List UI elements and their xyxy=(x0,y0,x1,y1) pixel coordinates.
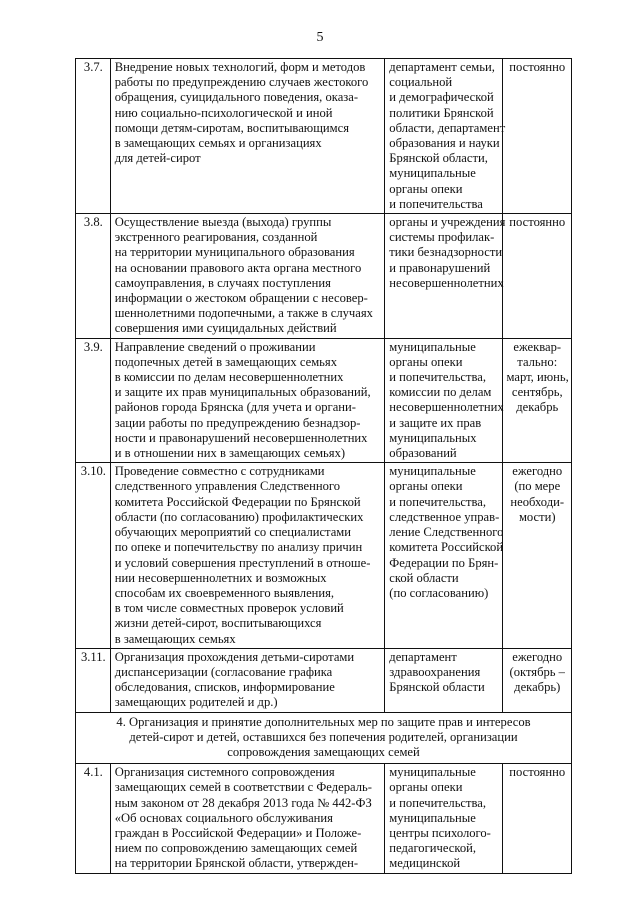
table-row xyxy=(76,214,572,339)
executor-cell xyxy=(385,59,506,214)
text-line: Брянской области, xyxy=(389,151,488,166)
text-line: органы и учреждения xyxy=(389,215,506,230)
text-line: тально: xyxy=(517,354,558,369)
activity-cell xyxy=(110,338,385,463)
text-line: Внедрение новых технологий, форм и методов xyxy=(114,60,366,74)
text-line: и защите их прав xyxy=(389,415,482,430)
text-line: следственного управления Следственного xyxy=(114,479,341,494)
text-line: Проведение совместно с сотрудниками xyxy=(114,464,325,479)
page-number: 5 xyxy=(316,30,324,45)
text-line: ным законом от 28 декабря 2013 года № 442-ФЗ xyxy=(114,795,372,810)
text-line: самоуправления, в случаях поступления xyxy=(114,275,331,290)
text-line: в том числе совместных проверок условий xyxy=(114,601,344,616)
text-line: департамент xyxy=(389,649,457,664)
text-line: и защите их прав муниципальных образований, xyxy=(114,385,371,400)
text-line: Брянской области xyxy=(389,680,485,695)
text-line: работы по предупреждению случаев жестокого xyxy=(114,75,369,90)
text-line: несовершеннолетних xyxy=(389,275,504,290)
text-line: диспансеризации (согласование графика xyxy=(114,664,333,679)
text-line: в комиссии по делам несовершеннолетних xyxy=(114,370,344,385)
text-line: комитета Российской xyxy=(389,540,504,555)
section-heading-row xyxy=(76,712,572,764)
action-plan-table xyxy=(75,58,572,874)
text-line: тики безнадзорности xyxy=(389,245,503,260)
text-line: сопровождения замещающих семей xyxy=(227,744,420,759)
text-line: обследования, списков, информирование xyxy=(114,680,335,695)
text-line: нии несовершеннолетних и возможных xyxy=(114,570,327,585)
text-line: политики Брянской xyxy=(389,105,494,120)
text-line: ежегодно xyxy=(512,464,563,479)
text-line: ской области xyxy=(389,570,459,585)
text-line: муниципальные xyxy=(389,166,476,181)
text-line: и условий совершения преступлений в отноше- xyxy=(114,555,371,570)
text-line: информации о жестоком обращении с несовер- xyxy=(114,291,368,306)
text-line: по опеке и попечительству по анализу причин xyxy=(114,540,363,555)
text-line: сентябрь, xyxy=(511,385,563,400)
text-line: постоянно xyxy=(509,765,566,780)
text-line: способам их своевременного выявления, xyxy=(114,585,335,600)
activity-cell xyxy=(110,764,385,873)
text-line: Организация прохождения детьми-сиротами xyxy=(114,649,355,664)
text-line: зации работы по предупреждению безнадзор- xyxy=(114,415,361,430)
text-line: постоянно xyxy=(509,60,566,74)
text-line: и попечительства, xyxy=(389,370,487,385)
table-row xyxy=(76,764,572,873)
text-line: и демографической xyxy=(389,90,494,105)
text-line: детей-сирот и детей, оставшихся без попечения родителей, организации xyxy=(129,729,518,744)
text-line: органы опеки xyxy=(389,354,463,369)
term-cell xyxy=(502,463,572,648)
text-line: муниципальные xyxy=(389,464,476,479)
text-line: ности и правонарушений несовершеннолетних xyxy=(114,430,368,445)
text-line: обращения, суицидального поведения, оказа- xyxy=(114,90,359,105)
text-line: Осуществление выезда (выхода) группы xyxy=(114,215,332,230)
text-line: в замещающих семьях и организациях xyxy=(114,136,322,151)
text-line: педагогической, xyxy=(389,841,477,856)
text-line: несовершеннолетних xyxy=(389,400,504,415)
text-line: медицинской xyxy=(389,856,461,871)
item-number: 3.11. xyxy=(76,648,111,712)
text-line: подопечных детей в замещающих семьях xyxy=(114,354,338,369)
table-row xyxy=(76,59,572,214)
text-line: социальной xyxy=(389,75,453,90)
text-line: и в отношении них в замещающих семьях) xyxy=(114,446,346,461)
text-line: на территории муниципального образования xyxy=(114,245,355,260)
text-line: на основании правового акта органа местного xyxy=(114,260,362,275)
executor-cell xyxy=(385,338,502,463)
text-line: шеннолетними подопечными, а также в случаях xyxy=(114,306,373,321)
text-line: обучающих мероприятий со специалистами xyxy=(114,525,352,540)
table-row xyxy=(76,463,572,648)
item-number: 3.7. xyxy=(76,59,111,214)
activity-cell xyxy=(110,214,385,339)
text-line: области, департамент xyxy=(389,120,506,135)
text-line: и попечительства, xyxy=(389,494,487,509)
text-line: ежегодно xyxy=(512,649,563,664)
term-cell xyxy=(502,648,572,712)
text-line: (октябрь – xyxy=(509,664,565,679)
text-line: 4. Организация и принятие дополнительных мер по защите прав и интересов xyxy=(116,714,531,729)
text-line: системы профилак- xyxy=(389,230,495,245)
executor-cell xyxy=(385,463,502,648)
text-line: март, июнь, xyxy=(506,370,569,385)
text-line: здравоохранения xyxy=(389,664,481,679)
text-line: (по согласованию) xyxy=(389,585,489,600)
section-heading xyxy=(76,712,572,764)
text-line: органы опеки xyxy=(389,181,463,196)
text-line: следственное управ- xyxy=(389,509,500,524)
activity-cell xyxy=(110,463,385,648)
text-line: для детей-сирот xyxy=(114,151,201,166)
text-line: жизни детей-сирот, воспитывающихся xyxy=(114,616,322,631)
text-line: «Об основах социального обслуживания xyxy=(114,810,333,825)
item-number: 3.8. xyxy=(76,214,111,339)
text-line: мости) xyxy=(518,509,556,524)
text-line: комитета Российской Федерации по Брянской xyxy=(114,494,361,509)
item-number: 3.10. xyxy=(76,463,111,648)
text-line: муниципальные xyxy=(389,765,476,780)
text-line: центры психолого- xyxy=(389,825,491,840)
text-line: помощи детям-сиротам, воспитывающимся xyxy=(114,120,350,135)
executor-cell xyxy=(385,764,502,873)
text-line: на территории Брянской области, утвержден- xyxy=(114,856,359,871)
text-line: экстренного реагирования, созданной xyxy=(114,230,318,245)
text-line: районов города Брянска (для учета и органи- xyxy=(114,400,356,415)
text-line: образования и науки xyxy=(389,136,500,151)
item-number: 3.9. xyxy=(76,338,111,463)
activity-cell xyxy=(110,648,385,712)
term-cell xyxy=(502,338,572,463)
text-line: муниципальных xyxy=(389,430,477,445)
executor-cell xyxy=(385,648,502,712)
table-row xyxy=(76,338,572,463)
text-line: Федерации по Брян- xyxy=(389,555,499,570)
text-line: комиссии по делам xyxy=(389,385,492,400)
text-line: нию социально-психологической и иной xyxy=(114,105,333,120)
executor-cell xyxy=(385,214,506,339)
text-line: (по мере xyxy=(514,479,561,494)
text-line: департамент семьи, xyxy=(389,60,495,74)
text-line: Организация системного сопровождения xyxy=(114,765,335,780)
text-line: ление Следственного xyxy=(389,525,504,540)
text-line: муниципальные xyxy=(389,339,476,354)
text-line: и правонарушений xyxy=(389,260,491,275)
term-cell xyxy=(502,214,572,339)
text-line: замещающих родителей и др.) xyxy=(114,695,278,710)
text-line: образований xyxy=(389,446,457,461)
item-number: 4.1. xyxy=(76,764,111,873)
text-line: Направление сведений о проживании xyxy=(114,339,316,354)
text-line: органы опеки xyxy=(389,780,463,795)
term-cell xyxy=(502,59,572,214)
text-line: в замещающих семьях xyxy=(114,631,236,646)
text-line: муниципальные xyxy=(389,810,476,825)
text-line: области (по согласованию) профилактических xyxy=(114,509,364,524)
text-line: замещающих семей в соответствии с Федераль- xyxy=(114,780,372,795)
table-row xyxy=(76,648,572,712)
text-line: органы опеки xyxy=(389,479,463,494)
text-line: ежеквар- xyxy=(513,339,562,354)
text-line: постоянно xyxy=(509,215,566,230)
text-line: и попечительства xyxy=(389,196,483,211)
term-cell xyxy=(502,764,572,873)
text-line: декабрь) xyxy=(514,680,561,695)
text-line: декабрь xyxy=(516,400,559,415)
text-line: граждан в Российской Федерации» и Положе- xyxy=(114,825,362,840)
text-line: необходи- xyxy=(510,494,565,509)
text-line: нием по сопровождению замещающих семей xyxy=(114,841,358,856)
text-line: совершения ими суицидальных действий xyxy=(114,321,337,336)
activity-cell xyxy=(110,59,385,214)
text-line: и попечительства, xyxy=(389,795,487,810)
